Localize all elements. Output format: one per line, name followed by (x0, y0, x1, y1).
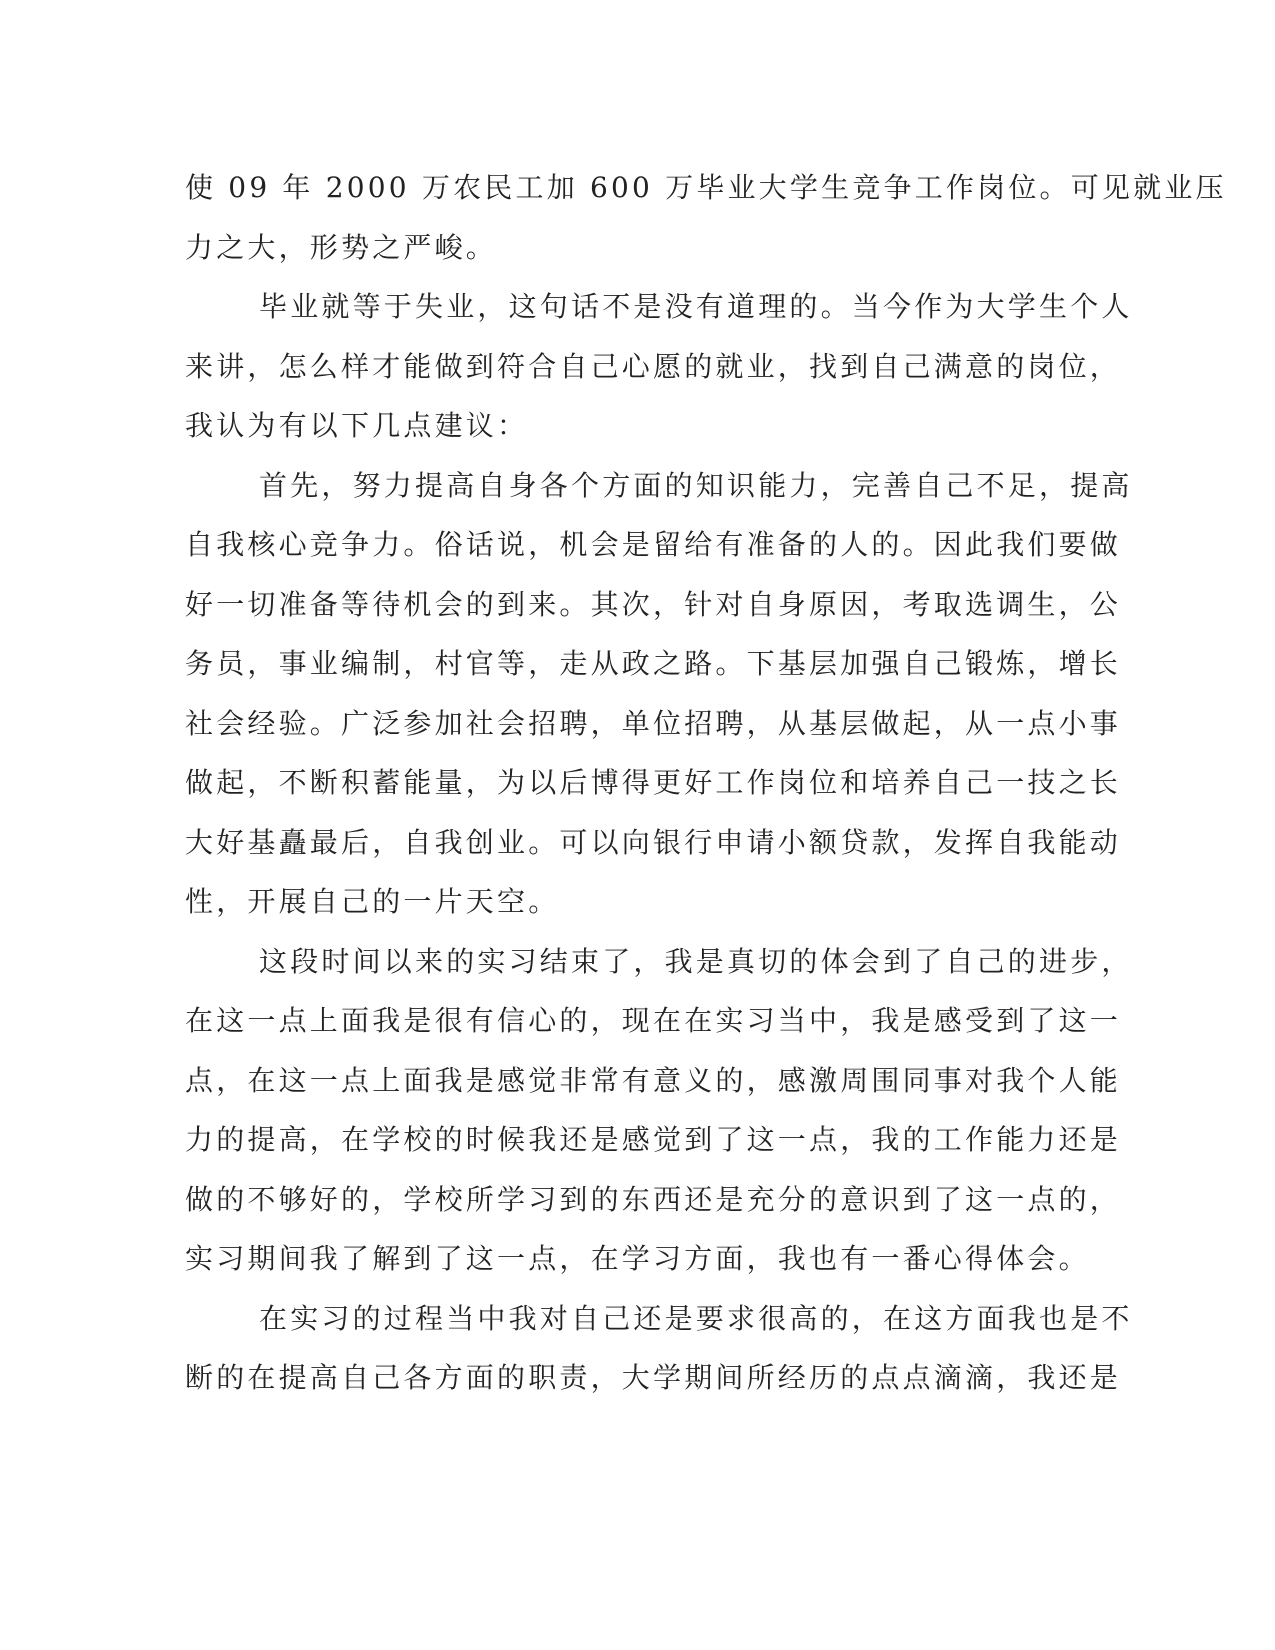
text-line: 毕业就等于失业，这句话不是没有道理的。当今作为大学生个人 (259, 290, 1133, 323)
text-line: 断的在提高自己各方面的职责，大学期间所经历的点点滴滴，我还是 (185, 1361, 1122, 1394)
paragraph (185, 932, 1133, 1289)
text-line: 做起，不断积蓄能量，为以后博得更好工作岗位和培养自己一技之长 (185, 766, 1122, 799)
text-line: 我认为有以下几点建议： (185, 409, 529, 442)
text-line: 实习期间我了解到了这一点，在学习方面，我也有一番心得体会。 (185, 1242, 1090, 1275)
text-line: 大好基矗最后，自我创业。可以向银行申请小额贷款，发挥自我能动 (185, 825, 1122, 859)
text-line: 使 09 年 2000 万农民工加 600 万毕业大学生竞争工作岗位。可见就业压 (185, 171, 1227, 204)
text-line: 来讲，怎么样才能做到符合自己心愿的就业，找到自己满意的岗位， (185, 349, 1122, 383)
text-line: 首先，努力提高自身各个方面的知识能力，完善自己不足，提高 (259, 468, 1133, 502)
text-line: 社会经验。广泛参加社会招聘，单位招聘，从基层做起，从一点小事 (185, 706, 1122, 740)
paragraph (185, 277, 1133, 456)
paragraph (185, 456, 1133, 932)
text-line: 在这一点上面我是很有信心的，现在在实习当中，我是感受到了这一 (185, 1004, 1122, 1037)
text-line: 性，开展自己的一片天空。 (185, 885, 560, 918)
document-body (185, 158, 1227, 1408)
text-line: 务员，事业编制，村官等，走从政之路。下基层加强自己锻炼，增长 (185, 647, 1122, 680)
text-line: 力的提高，在学校的时候我还是感觉到了这一点，我的工作能力还是 (185, 1123, 1122, 1156)
text-line: 力之大，形势之严峻。 (185, 230, 498, 264)
text-line: 做的不够好的，学校所学习到的东西还是充分的意识到了这一点的， (185, 1182, 1122, 1216)
text-line: 自我核心竞争力。俗话说，机会是留给有准备的人的。因此我们要做 (185, 528, 1122, 561)
text-line: 在实习的过程当中我对自己还是要求很高的，在这方面我也是不 (259, 1301, 1133, 1335)
paragraph (185, 1289, 1133, 1408)
text-line: 好一切准备等待机会的到来。其次，针对自身原因，考取选调生，公 (185, 587, 1122, 621)
text-line: 这段时间以来的实习结束了，我是真切的体会到了自己的进步， (259, 944, 1133, 978)
text-line: 点，在这一点上面我是感觉非常有意义的，感激周围同事对我个人能 (185, 1063, 1122, 1097)
paragraph (185, 158, 1227, 277)
